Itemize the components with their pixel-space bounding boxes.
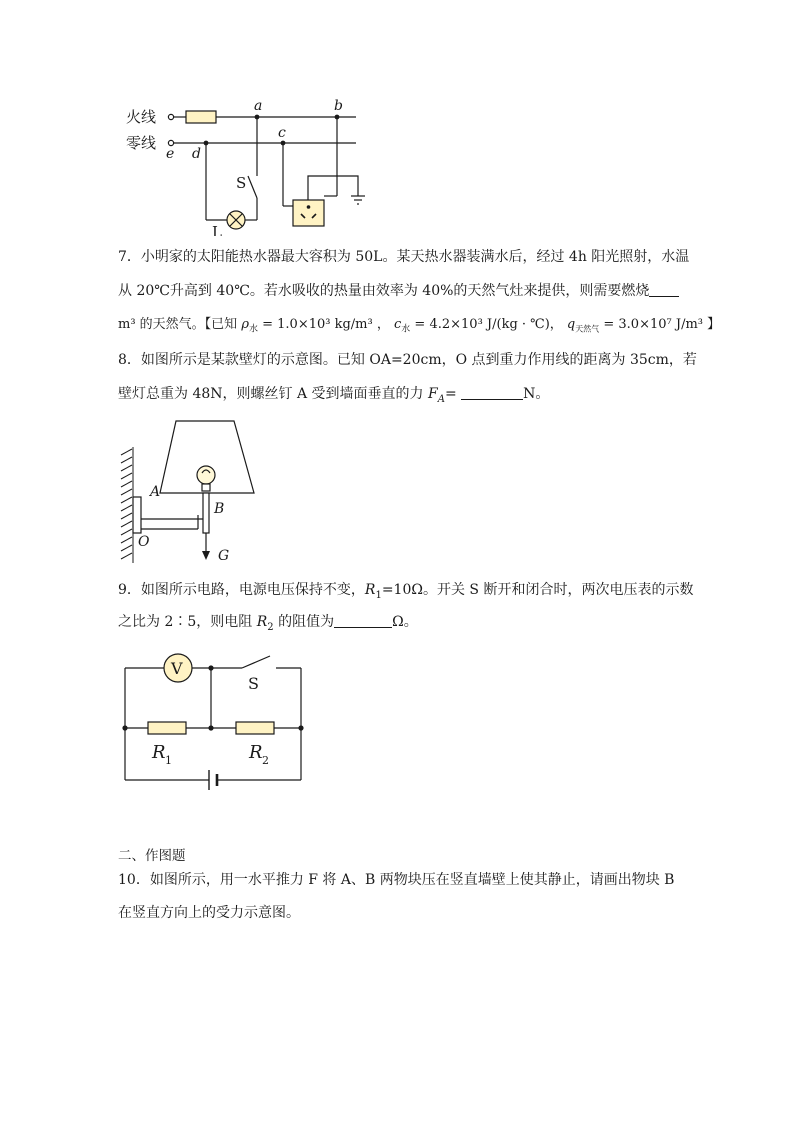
c-value: = 4.2×10³ J/(kg · ℃)， bbox=[410, 317, 563, 332]
rho-subscript: 水 bbox=[248, 324, 258, 335]
resistor-circuit-figure bbox=[118, 648, 318, 798]
q-value: = 3.0×10⁷ J/m³ 】 bbox=[599, 317, 721, 332]
r1-label: R bbox=[152, 742, 166, 763]
q8-answer-blank[interactable] bbox=[461, 385, 523, 400]
force-subscript: A bbox=[437, 393, 445, 405]
q9-line-1-start: 9．如图所示电路，电源电压保持不变， bbox=[118, 582, 365, 598]
q9-line-2 bbox=[118, 612, 678, 638]
q8-unit: N。 bbox=[523, 386, 550, 402]
q-subscript: 天然气 bbox=[575, 324, 600, 334]
gravity-arrow-icon bbox=[202, 551, 210, 560]
q9-unit: Ω。 bbox=[392, 614, 418, 630]
bulb-icon bbox=[197, 466, 215, 484]
q10-line-2: 在竖直方向上的受力示意图。 bbox=[118, 905, 300, 921]
r2-label-subscript: 2 bbox=[262, 754, 269, 767]
q7-line-2-text: 从 20℃升高到 40℃。若水吸收的热量由效率为 40%的天然气灶来提供，则需要燃烧 bbox=[118, 283, 650, 299]
node-a-label: a bbox=[254, 98, 263, 114]
force-symbol: F bbox=[427, 386, 438, 402]
point-a-label: A bbox=[150, 484, 161, 500]
gravity-label: G bbox=[218, 548, 230, 564]
q-symbol: q bbox=[566, 317, 576, 332]
household-circuit-figure bbox=[118, 96, 378, 236]
battery-icon bbox=[209, 770, 217, 790]
section-2-title: 二、作图题 bbox=[118, 848, 186, 864]
voltmeter-label: V bbox=[171, 659, 183, 678]
lamp-label: L bbox=[212, 223, 222, 236]
node-e-label: e bbox=[166, 146, 175, 162]
q8-line-1: 8．如图所示是某款壁灯的示意图。已知 OA=20cm，O 点到重力作用线的距离为 35cm，若 bbox=[118, 352, 697, 368]
q8-line-2 bbox=[118, 384, 678, 410]
q9-line-2-start: 之比为 2∶5，则电阻 bbox=[118, 614, 257, 630]
node-b-label: b bbox=[334, 98, 343, 114]
switch-label: S bbox=[236, 174, 247, 192]
q10-line-1: 10．如图所示，用一水平推力 F 将 A、B 两物块压在竖直墙壁上使其静止，请画出物块 B bbox=[118, 872, 675, 888]
q9-line-1-end: =10Ω。开关 S 断开和闭合时，两次电压表的示数 bbox=[381, 582, 694, 598]
q7-line-3-start: m³ 的天然气。【已知 bbox=[118, 317, 242, 332]
node-d-label: d bbox=[192, 146, 201, 162]
q8-equals: = bbox=[444, 386, 457, 402]
q9-line-2-mid: 的阻值为 bbox=[273, 614, 335, 630]
point-b-label: B bbox=[214, 501, 225, 517]
switch-icon bbox=[248, 176, 257, 198]
switch-icon bbox=[242, 656, 270, 668]
c-symbol: c bbox=[394, 317, 402, 332]
rho-value: = 1.0×10³ kg/m³ ， bbox=[257, 317, 390, 332]
point-o-label: O bbox=[138, 534, 150, 550]
r1-resistor-icon bbox=[148, 722, 186, 734]
q7-line-3 bbox=[118, 315, 721, 340]
q7-answer-blank[interactable] bbox=[649, 282, 679, 297]
c-subscript: 水 bbox=[401, 324, 411, 335]
node-c-label: c bbox=[278, 125, 286, 141]
r2-label: R bbox=[249, 742, 263, 763]
fire-line-label: 火线 bbox=[126, 108, 157, 126]
q9-answer-blank[interactable] bbox=[334, 613, 392, 628]
q7-line-1: 7．小明家的太阳能热水器最大容积为 50L。某天热水器装满水后，经过 4h 阳光照射，水温 bbox=[118, 249, 690, 265]
q9-line-1 bbox=[118, 580, 694, 606]
neutral-line-label: 零线 bbox=[126, 134, 157, 152]
r2-resistor-icon bbox=[236, 722, 274, 734]
rho-symbol: ρ bbox=[241, 317, 249, 332]
q8-line-2-start: 壁灯总重为 48N，则螺丝钉 A 受到墙面垂直的力 bbox=[118, 386, 428, 402]
r1-symbol: R bbox=[364, 582, 376, 598]
wall-lamp-figure bbox=[118, 415, 278, 565]
socket-icon bbox=[293, 200, 324, 226]
r2-subscript: 2 bbox=[267, 621, 274, 633]
r1-label-subscript: 1 bbox=[165, 754, 172, 767]
fuse-icon bbox=[186, 111, 216, 123]
q7-line-2 bbox=[118, 281, 678, 301]
switch-label: S bbox=[248, 674, 259, 693]
r2-symbol: R bbox=[256, 614, 268, 630]
r1-subscript: 1 bbox=[375, 589, 382, 601]
